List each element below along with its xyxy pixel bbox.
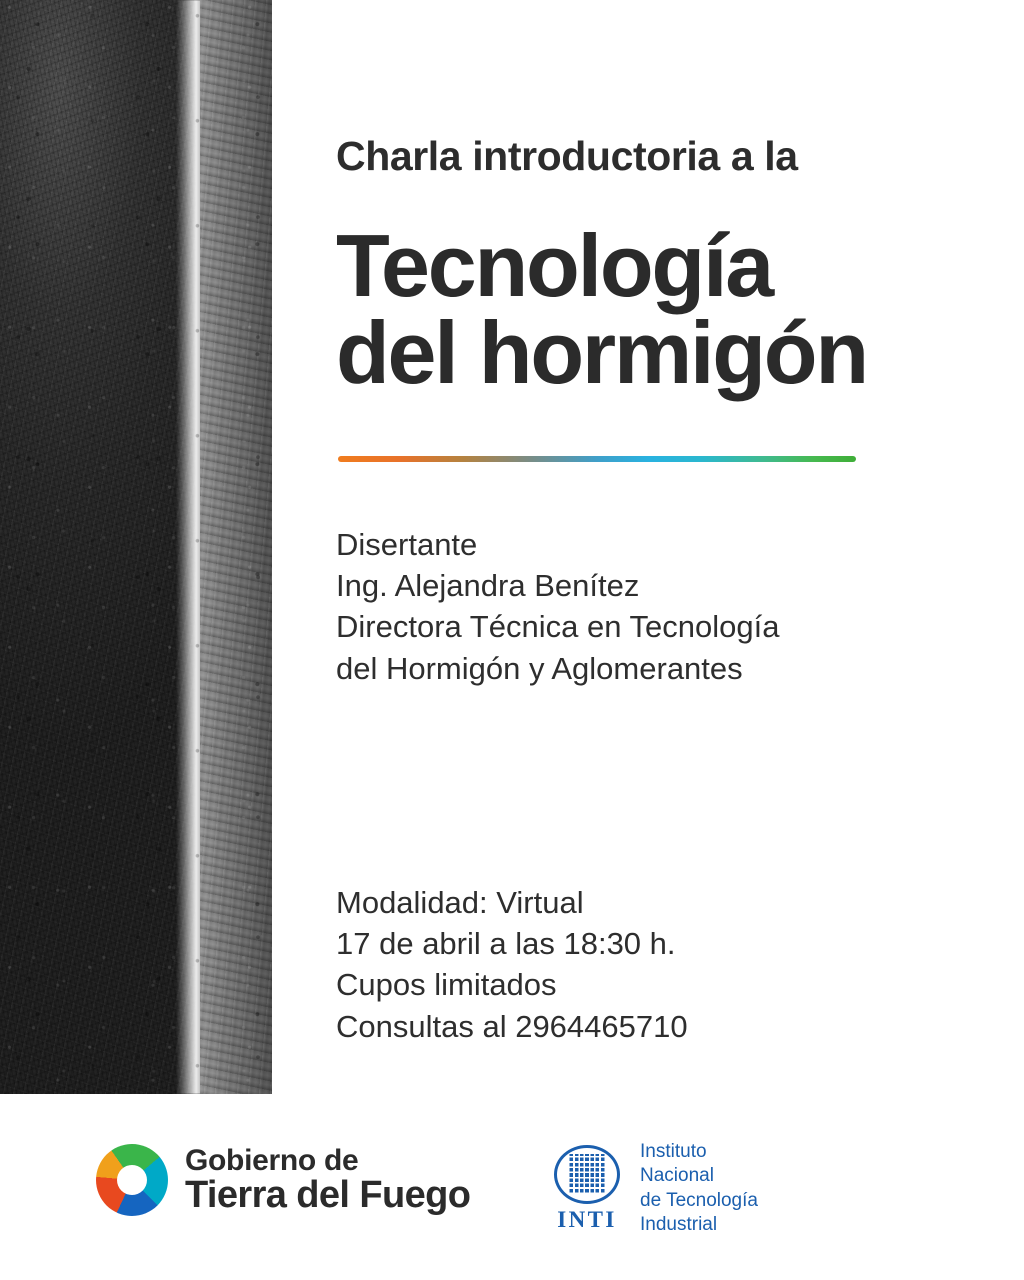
inti-acronym: INTI xyxy=(557,1206,617,1232)
speaker-block xyxy=(336,524,779,689)
detail-modality: Modalidad: Virtual xyxy=(336,885,584,920)
inti-text-line-4: Industrial xyxy=(640,1213,718,1235)
concrete-grey-face xyxy=(200,0,272,1094)
detail-contact-phone: Consultas al 2964465710 xyxy=(336,1008,688,1044)
government-logo-text xyxy=(185,1145,470,1216)
detail-date-time: 17 de abril a las 18:30 h. xyxy=(336,926,676,962)
concrete-dark-slab xyxy=(0,0,196,1094)
poster-content xyxy=(336,0,956,1094)
poster-kicker: Charla introductoria a la xyxy=(336,133,798,179)
inti-text-line-2: Nacional xyxy=(640,1165,714,1187)
page-title xyxy=(336,216,867,403)
event-details-block xyxy=(336,882,688,1047)
inti-logo-text xyxy=(640,1140,758,1237)
inti-mark xyxy=(548,1145,626,1233)
government-logo-line-1: Gobierno de xyxy=(185,1143,359,1177)
detail-capacity: Cupos limitados xyxy=(336,967,557,1003)
speaker-role-line-1: Directora Técnica en Tecnología xyxy=(336,609,780,645)
inti-text-line-3: de Tecnología xyxy=(640,1189,758,1211)
speaker-name: Ing. Alejandra Benítez xyxy=(336,568,640,604)
government-logo xyxy=(96,1144,470,1216)
poster-footer xyxy=(0,1094,1024,1280)
inti-grid-icon xyxy=(554,1145,620,1204)
speaker-role-line-2: del Hormigón y Aglomerantes xyxy=(336,650,743,686)
inti-text-line-1: Instituto xyxy=(640,1141,707,1162)
inti-grid-pattern xyxy=(568,1154,606,1194)
page-title-line-2: del hormigón xyxy=(336,303,867,403)
ring-logo-icon xyxy=(96,1144,168,1216)
concrete-texture-photo xyxy=(0,0,272,1094)
gradient-divider xyxy=(338,456,856,462)
speaker-label: Disertante xyxy=(336,527,478,562)
inti-logo xyxy=(548,1140,758,1237)
government-logo-line-2: Tierra del Fuego xyxy=(185,1173,471,1216)
page-title-line-1: Tecnología xyxy=(336,216,772,315)
